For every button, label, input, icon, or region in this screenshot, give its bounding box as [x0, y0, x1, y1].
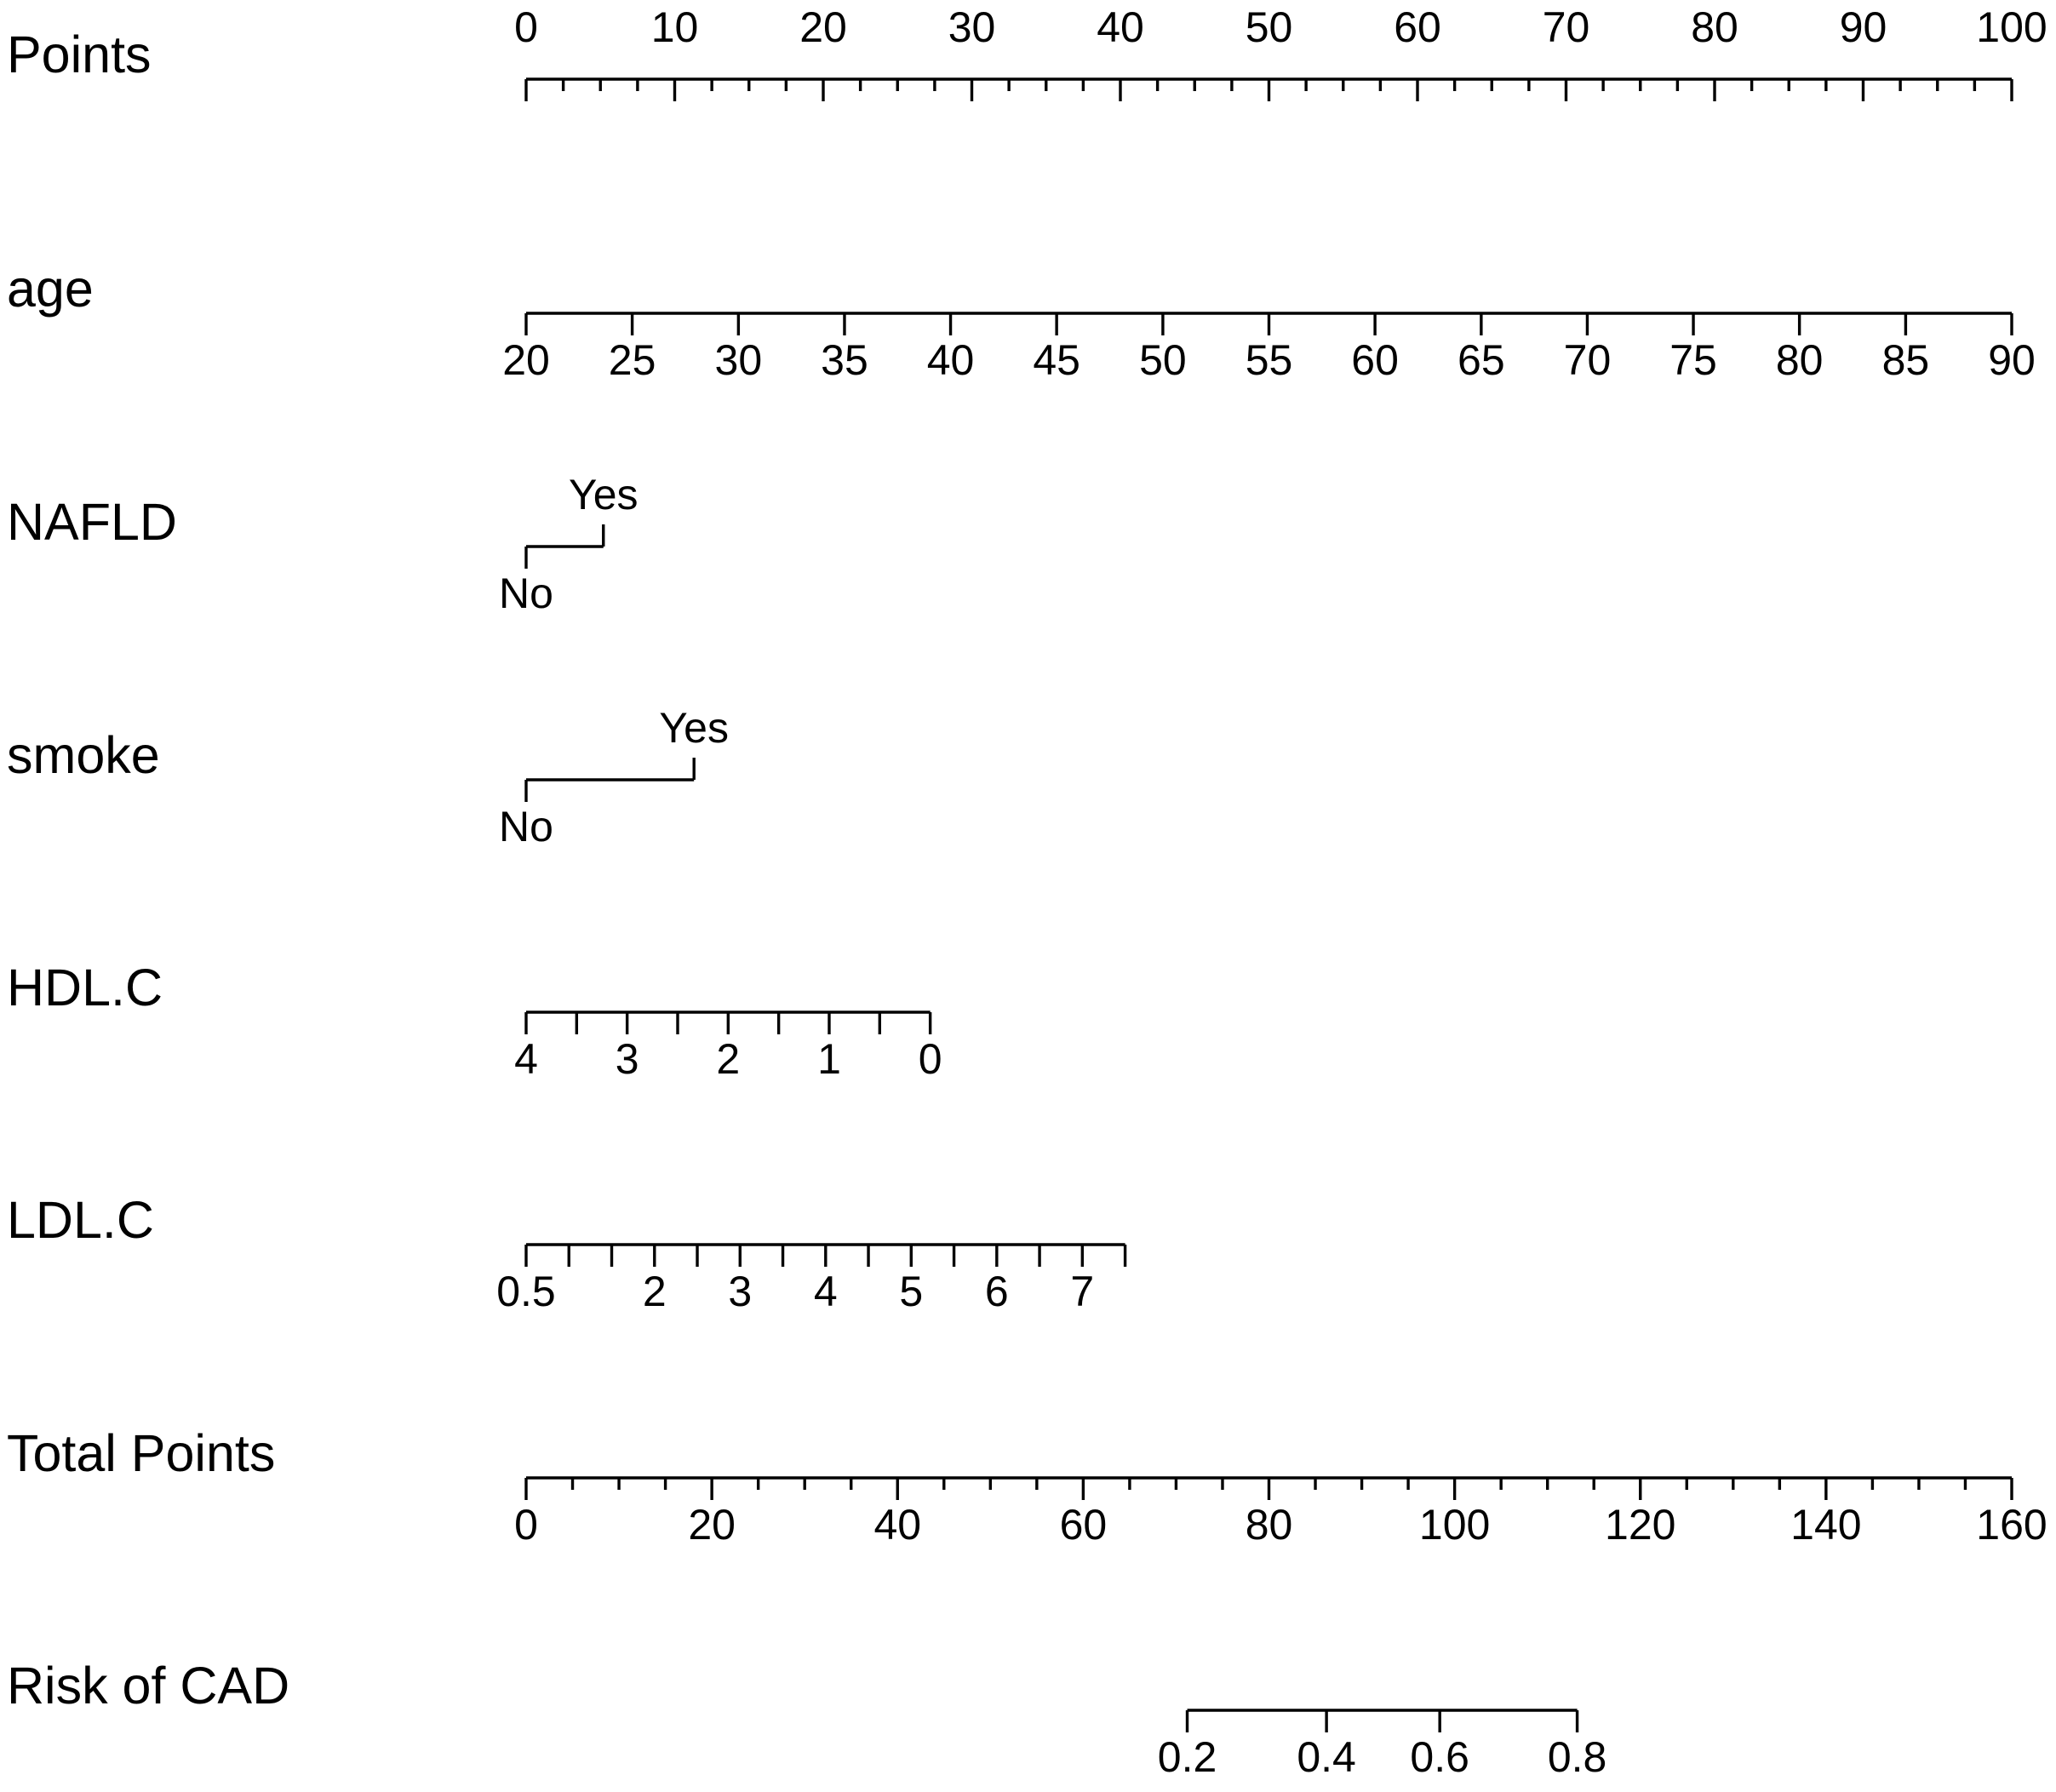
row-smoke — [7, 704, 729, 850]
ldl-c-tick-label: 6 — [984, 1268, 1009, 1315]
risk-of-cad-tick-label: 0.8 — [1547, 1733, 1607, 1781]
age-tick-label: 90 — [1988, 336, 2036, 384]
total-points-tick-label: 40 — [873, 1501, 922, 1549]
age-row-label: age — [7, 260, 94, 318]
age-tick-label: 65 — [1458, 336, 1505, 384]
hdl-c-tick-label: 1 — [817, 1035, 841, 1083]
row-hdl-c — [7, 959, 942, 1083]
points-tick-label: 10 — [650, 3, 699, 51]
total-points-tick-label: 60 — [1059, 1501, 1108, 1549]
smoke-row-label: smoke — [7, 726, 160, 784]
risk-of-cad-tick-label: 0.2 — [1157, 1733, 1217, 1781]
points-tick-label: 80 — [1691, 3, 1738, 51]
total-points-tick-label: 20 — [688, 1501, 736, 1549]
total-points-row-label: Total Points — [7, 1424, 276, 1482]
risk-of-cad-tick-label: 0.4 — [1297, 1733, 1356, 1781]
total-points-tick-label: 100 — [1418, 1501, 1491, 1549]
age-tick-label: 45 — [1033, 336, 1080, 384]
age-tick-label: 80 — [1775, 336, 1824, 384]
hdl-c-row-label: HDL.C — [7, 959, 163, 1016]
age-tick-label: 70 — [1563, 336, 1612, 384]
age-tick-label: 85 — [1881, 336, 1930, 384]
points-tick-label: 30 — [948, 3, 996, 51]
row-risk-of-cad — [7, 1657, 1606, 1781]
total-points-tick-label: 0 — [514, 1501, 538, 1549]
total-points-tick-label: 80 — [1245, 1501, 1293, 1549]
age-tick-label: 50 — [1139, 336, 1187, 384]
smoke-category-label: No — [499, 803, 553, 850]
row-nafld — [7, 471, 639, 617]
points-tick-label: 20 — [799, 3, 847, 51]
nafld-category-label: Yes — [568, 471, 639, 518]
hdl-c-tick-label: 3 — [615, 1035, 639, 1083]
points-tick-label: 70 — [1542, 3, 1590, 51]
nafld-row-label: NAFLD — [7, 493, 177, 551]
ldl-c-tick-label: 5 — [899, 1268, 924, 1315]
ldl-c-tick-label: 0.5 — [496, 1268, 556, 1315]
ldl-c-tick-label: 4 — [813, 1268, 838, 1315]
hdl-c-tick-label: 0 — [918, 1035, 942, 1083]
points-tick-label: 50 — [1245, 3, 1293, 51]
row-points — [7, 3, 2047, 101]
row-ldl-c — [7, 1191, 1125, 1315]
hdl-c-tick-label: 2 — [716, 1035, 741, 1083]
age-tick-label: 25 — [608, 336, 656, 384]
row-total-points — [7, 1424, 2047, 1549]
age-tick-label: 30 — [714, 336, 763, 384]
smoke-category-label: Yes — [659, 704, 729, 752]
points-tick-label: 90 — [1839, 3, 1887, 51]
total-points-tick-label: 160 — [1976, 1501, 2047, 1549]
row-age — [7, 260, 2036, 384]
ldl-c-row-label: LDL.C — [7, 1191, 154, 1249]
points-row-label: Points — [7, 26, 152, 83]
age-tick-label: 35 — [821, 336, 868, 384]
age-tick-label: 75 — [1669, 336, 1717, 384]
ldl-c-tick-label: 3 — [728, 1268, 753, 1315]
risk-of-cad-row-label: Risk of CAD — [7, 1657, 290, 1715]
age-tick-label: 20 — [502, 336, 550, 384]
ldl-c-tick-label: 2 — [642, 1268, 667, 1315]
risk-of-cad-tick-label: 0.6 — [1410, 1733, 1469, 1781]
hdl-c-tick-label: 4 — [514, 1035, 538, 1083]
total-points-tick-label: 120 — [1605, 1501, 1676, 1549]
age-tick-label: 40 — [926, 336, 975, 384]
points-tick-label: 100 — [1976, 3, 2047, 51]
points-tick-label: 0 — [514, 3, 538, 51]
nomogram-rows — [7, 3, 2047, 1781]
points-tick-label: 60 — [1394, 3, 1441, 51]
ldl-c-tick-label: 7 — [1070, 1268, 1095, 1315]
total-points-tick-label: 140 — [1790, 1501, 1862, 1549]
age-tick-label: 60 — [1351, 336, 1399, 384]
nafld-category-label: No — [499, 570, 553, 617]
points-tick-label: 40 — [1097, 3, 1144, 51]
age-tick-label: 55 — [1245, 336, 1293, 384]
